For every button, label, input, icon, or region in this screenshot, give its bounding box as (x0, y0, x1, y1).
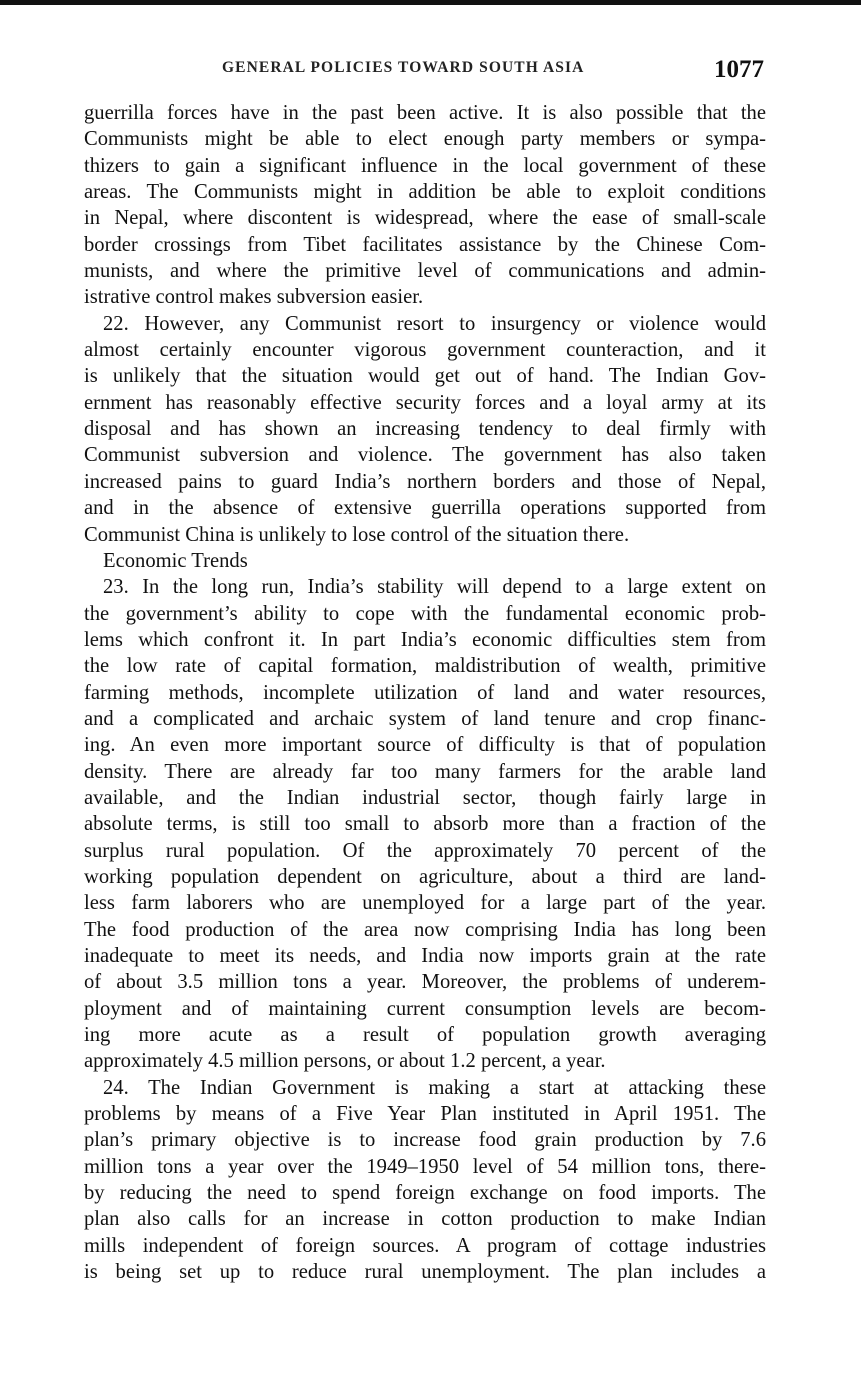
text-line-content: almost certainly encounter vigorous government counteraction, and it (84, 339, 766, 362)
text-line-content: ing. An even more important source of difficulty is that of population (84, 734, 766, 757)
text-line (84, 627, 766, 653)
text-line (84, 1101, 766, 1127)
text-line (84, 232, 766, 258)
text-line (84, 1259, 766, 1285)
text-line (84, 653, 766, 679)
running-head: GENERAL POLICIES TOWARD SOUTH ASIA (222, 59, 585, 76)
text-line (84, 969, 766, 995)
text-line (84, 864, 766, 890)
text-line-content: by reducing the need to spend foreign exchange on food imports. The (84, 1182, 766, 1205)
text-line-content: and in the absence of extensive guerrilla operations supported from (84, 497, 766, 520)
text-line (84, 153, 766, 179)
text-line (84, 442, 766, 468)
text-line-content: density. There are already far too many farmers for the arable land (84, 760, 766, 783)
page-body (84, 100, 766, 1285)
text-line (84, 495, 766, 521)
text-line (84, 680, 766, 706)
text-line-content: areas. The Communists might in addition be able to exploit conditions (84, 181, 766, 204)
text-line-content: the low rate of capital formation, maldistribution of wealth, primitive (84, 655, 766, 678)
text-line (84, 890, 766, 916)
text-line-content: thizers to gain a significant influence in the local government of these (84, 154, 766, 177)
text-line-content: istrative control makes subversion easier. (84, 286, 424, 309)
text-line-content: lems which confront it. In part India’s economic difficulties stem from (84, 628, 766, 651)
text-line (84, 469, 766, 495)
text-line (84, 785, 766, 811)
text-line (84, 258, 766, 284)
text-line-content: 22. However, any Communist resort to insurgency or violence would (103, 312, 766, 335)
text-line-content: farming methods, incomplete utilization of land and water resources, (84, 681, 766, 704)
text-line (84, 1075, 766, 1101)
paragraph (84, 100, 766, 311)
text-line (84, 100, 766, 126)
text-line (84, 601, 766, 627)
text-line-content: 24. The Indian Government is making a start at attacking these (103, 1076, 766, 1099)
text-line (84, 838, 766, 864)
text-line (84, 759, 766, 785)
text-line (84, 943, 766, 969)
text-line-content: ernment has reasonably effective security forces and a loyal army at its (84, 391, 766, 414)
text-line-content: inadequate to meet its needs, and India now imports grain at the rate (84, 945, 766, 967)
paragraph (84, 311, 766, 548)
text-line (84, 284, 766, 310)
text-line-content: disposal and has shown an increasing tendency to deal firmly with (84, 418, 766, 441)
text-line-content: and a complicated and archaic system of land tenure and crop financ- (84, 707, 766, 730)
text-line (84, 1022, 766, 1048)
text-line (84, 706, 766, 732)
text-line-content: 23. In the long run, India’s stability will depend to a large extent on (103, 576, 766, 599)
text-line (84, 917, 766, 943)
text-line-content: ing more acute as a result of population growth averaging (84, 1024, 766, 1047)
section-heading (84, 548, 766, 574)
text-line (84, 1233, 766, 1259)
text-line-content: approximately 4.5 million persons, or about 1.2 percent, a year. (84, 1050, 606, 1073)
text-line (84, 363, 766, 389)
text-line-content: is being set up to reduce rural unemployment. The plan includes a (84, 1261, 766, 1284)
text-line-content: ployment and of maintaining current consumption levels are becom- (84, 997, 766, 1020)
text-line-content: mills independent of foreign sources. A program of cottage industries (84, 1234, 766, 1257)
text-line-content: Communists might be able to elect enough party members or sympa- (84, 128, 766, 151)
text-line (84, 732, 766, 758)
text-line-content: Communist China is unlikely to lose control of the situation there. (84, 523, 630, 546)
text-line (84, 996, 766, 1022)
text-line (84, 337, 766, 363)
text-line (84, 126, 766, 152)
text-line-content: working population dependent on agriculture, about a third are land- (84, 865, 766, 888)
text-line (84, 416, 766, 442)
paragraph (84, 574, 766, 1075)
text-line-content: problems by means of a Five Year Plan instituted in April 1951. The (84, 1103, 766, 1126)
text-line-content: of about 3.5 million tons a year. Moreover, the problems of underem- (84, 971, 766, 994)
text-line (84, 574, 766, 600)
text-line-content: absolute terms, is still too small to absorb more than a fraction of the (84, 813, 766, 836)
text-line (84, 1206, 766, 1232)
page-number: 1077 (714, 56, 764, 83)
text-line-content: million tons a year over the 1949–1950 level of 54 million tons, there- (84, 1155, 766, 1178)
text-line-content: the government’s ability to cope with the fundamental economic prob- (84, 602, 766, 625)
text-line (84, 311, 766, 337)
text-line-content: in Nepal, where discontent is widespread, where the ease of small-scale (84, 207, 766, 230)
text-line-content: Communist subversion and violence. The government has also taken (84, 444, 766, 467)
text-line-content: plan’s primary objective is to increase food grain production by 7.6 (84, 1129, 766, 1152)
text-line (84, 1048, 766, 1074)
text-line-content: guerrilla forces have in the past been active. It is also possible that the (84, 102, 766, 124)
text-line-content: munists, and where the primitive level of communications and admin- (84, 260, 766, 283)
text-line-content: is unlikely that the situation would get out of hand. The Indian Gov- (84, 365, 766, 388)
text-line-content: The food production of the area now comprising India has long been (84, 918, 766, 941)
text-line (84, 205, 766, 231)
text-line (84, 390, 766, 416)
text-line-content: less farm laborers who are unemployed for a large part of the year. (84, 892, 766, 915)
text-line (84, 811, 766, 837)
text-line-content: increased pains to guard India’s northern borders and those of Nepal, (84, 470, 766, 493)
text-line-content: Economic Trends (103, 549, 248, 572)
text-line-content: border crossings from Tibet facilitates assistance by the Chinese Com- (84, 233, 766, 256)
text-line-content: available, and the Indian industrial sector, though fairly large in (84, 786, 766, 809)
text-line (84, 1154, 766, 1180)
text-line (84, 179, 766, 205)
text-line (84, 1127, 766, 1153)
text-line (84, 522, 766, 548)
text-line (84, 548, 766, 574)
page-top-border (0, 0, 861, 5)
paragraph (84, 1075, 766, 1286)
text-line (84, 1180, 766, 1206)
text-line-content: surplus rural population. Of the approximately 70 percent of the (84, 839, 766, 862)
text-line-content: plan also calls for an increase in cotton production to make Indian (84, 1208, 766, 1231)
